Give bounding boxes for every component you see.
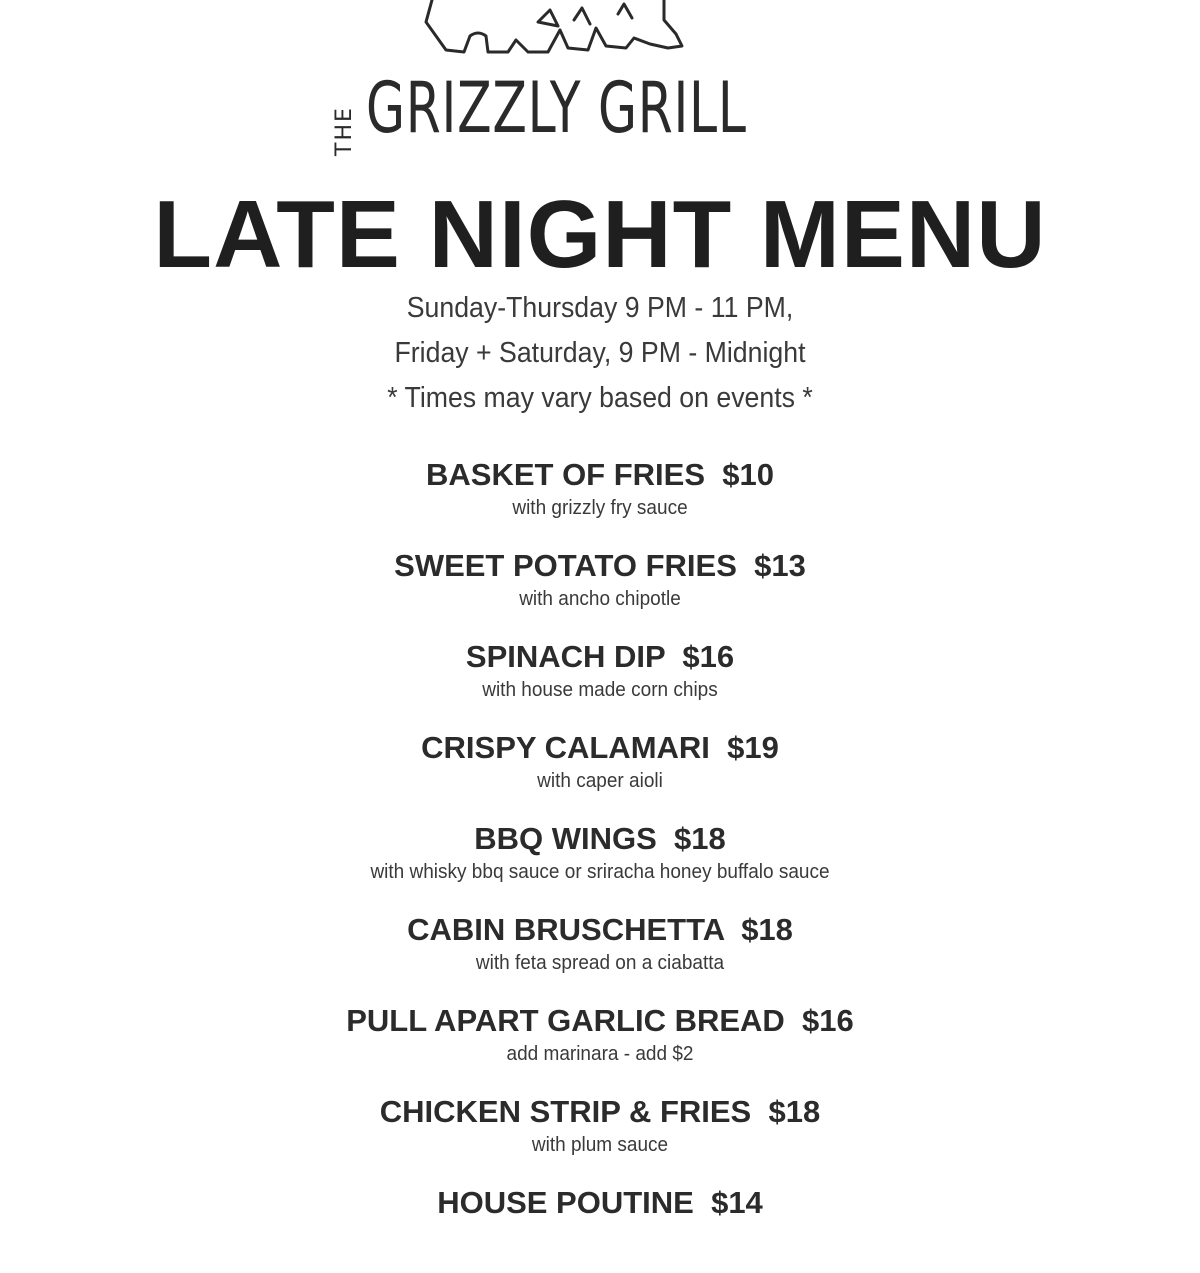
menu-item [0,1182,1200,1273]
restaurant-logo [0,0,1200,156]
menu-item-price: $10 [722,457,774,492]
menu-item-title [0,909,1200,951]
menu-item-title [0,818,1200,860]
menu-item-price: $18 [674,821,726,856]
page-title: LATE NIGHT MENU [153,181,1047,288]
hours-note: * Times may vary based on events * [387,382,813,414]
menu-item-desc: with plum sauce [531,1134,669,1156]
menu-item-name: HOUSE POUTINE [437,1185,694,1220]
menu-item-price: $14 [711,1185,763,1220]
menu-item-price: $19 [727,730,779,765]
menu-item [0,818,1200,909]
menu-item [0,545,1200,636]
menu-item-desc: with grizzly fry sauce [512,497,688,519]
menu-item-title [0,1000,1200,1042]
menu-item-title [0,636,1200,678]
hours-block [0,286,1200,421]
menu-item-name: CABIN BRUSCHETTA [407,912,724,947]
menu-item [0,727,1200,818]
logo-prefix: THE [332,106,357,156]
menu-item-desc: with ancho chipotle [519,588,681,610]
menu-item-name: SPINACH DIP [465,639,666,674]
menu-item-name: BASKET OF FRIES [426,457,706,492]
menu-item-name: BBQ WINGS [474,821,657,856]
menu-item-desc: with caper aioli [537,770,663,792]
menu-list [0,454,1200,1273]
menu-item-price: $16 [802,1003,854,1038]
menu-item [0,636,1200,727]
hours-line: Friday + Saturday, 9 PM - Midnight [394,337,806,369]
menu-item [0,909,1200,1000]
bear-icon [420,0,690,60]
menu-item-desc: with house made corn chips [482,679,718,701]
menu-item-title [0,1182,1200,1224]
menu-item-desc: with feta spread on a ciabatta [475,952,725,974]
menu-item-price: $18 [741,912,793,947]
menu-item [0,1000,1200,1091]
menu-item-title [0,454,1200,496]
logo-name: GRIZZLY GRILL [366,67,747,149]
menu-item-price: $13 [754,548,806,583]
menu-item-title [0,545,1200,587]
menu-item-name: PULL APART GARLIC BREAD [346,1003,785,1038]
menu-item-price: $16 [682,639,735,674]
menu-item-title [0,1091,1200,1133]
hours-line: Sunday-Thursday 9 PM - 11 PM, [406,292,794,324]
menu-item-desc: add marinara - add $2 [506,1043,694,1065]
menu-item [0,454,1200,545]
menu-item-name: CHICKEN STRIP & FRIES [379,1094,752,1129]
menu-item-name: SWEET POTATO FRIES [394,548,737,583]
menu-item [0,1091,1200,1182]
menu-item-title [0,727,1200,769]
menu-item-price: $18 [768,1094,821,1129]
menu-item-name: CRISPY CALAMARI [421,730,710,765]
menu-item-desc: with whisky bbq sauce or sriracha honey buffalo sauce [370,861,830,883]
